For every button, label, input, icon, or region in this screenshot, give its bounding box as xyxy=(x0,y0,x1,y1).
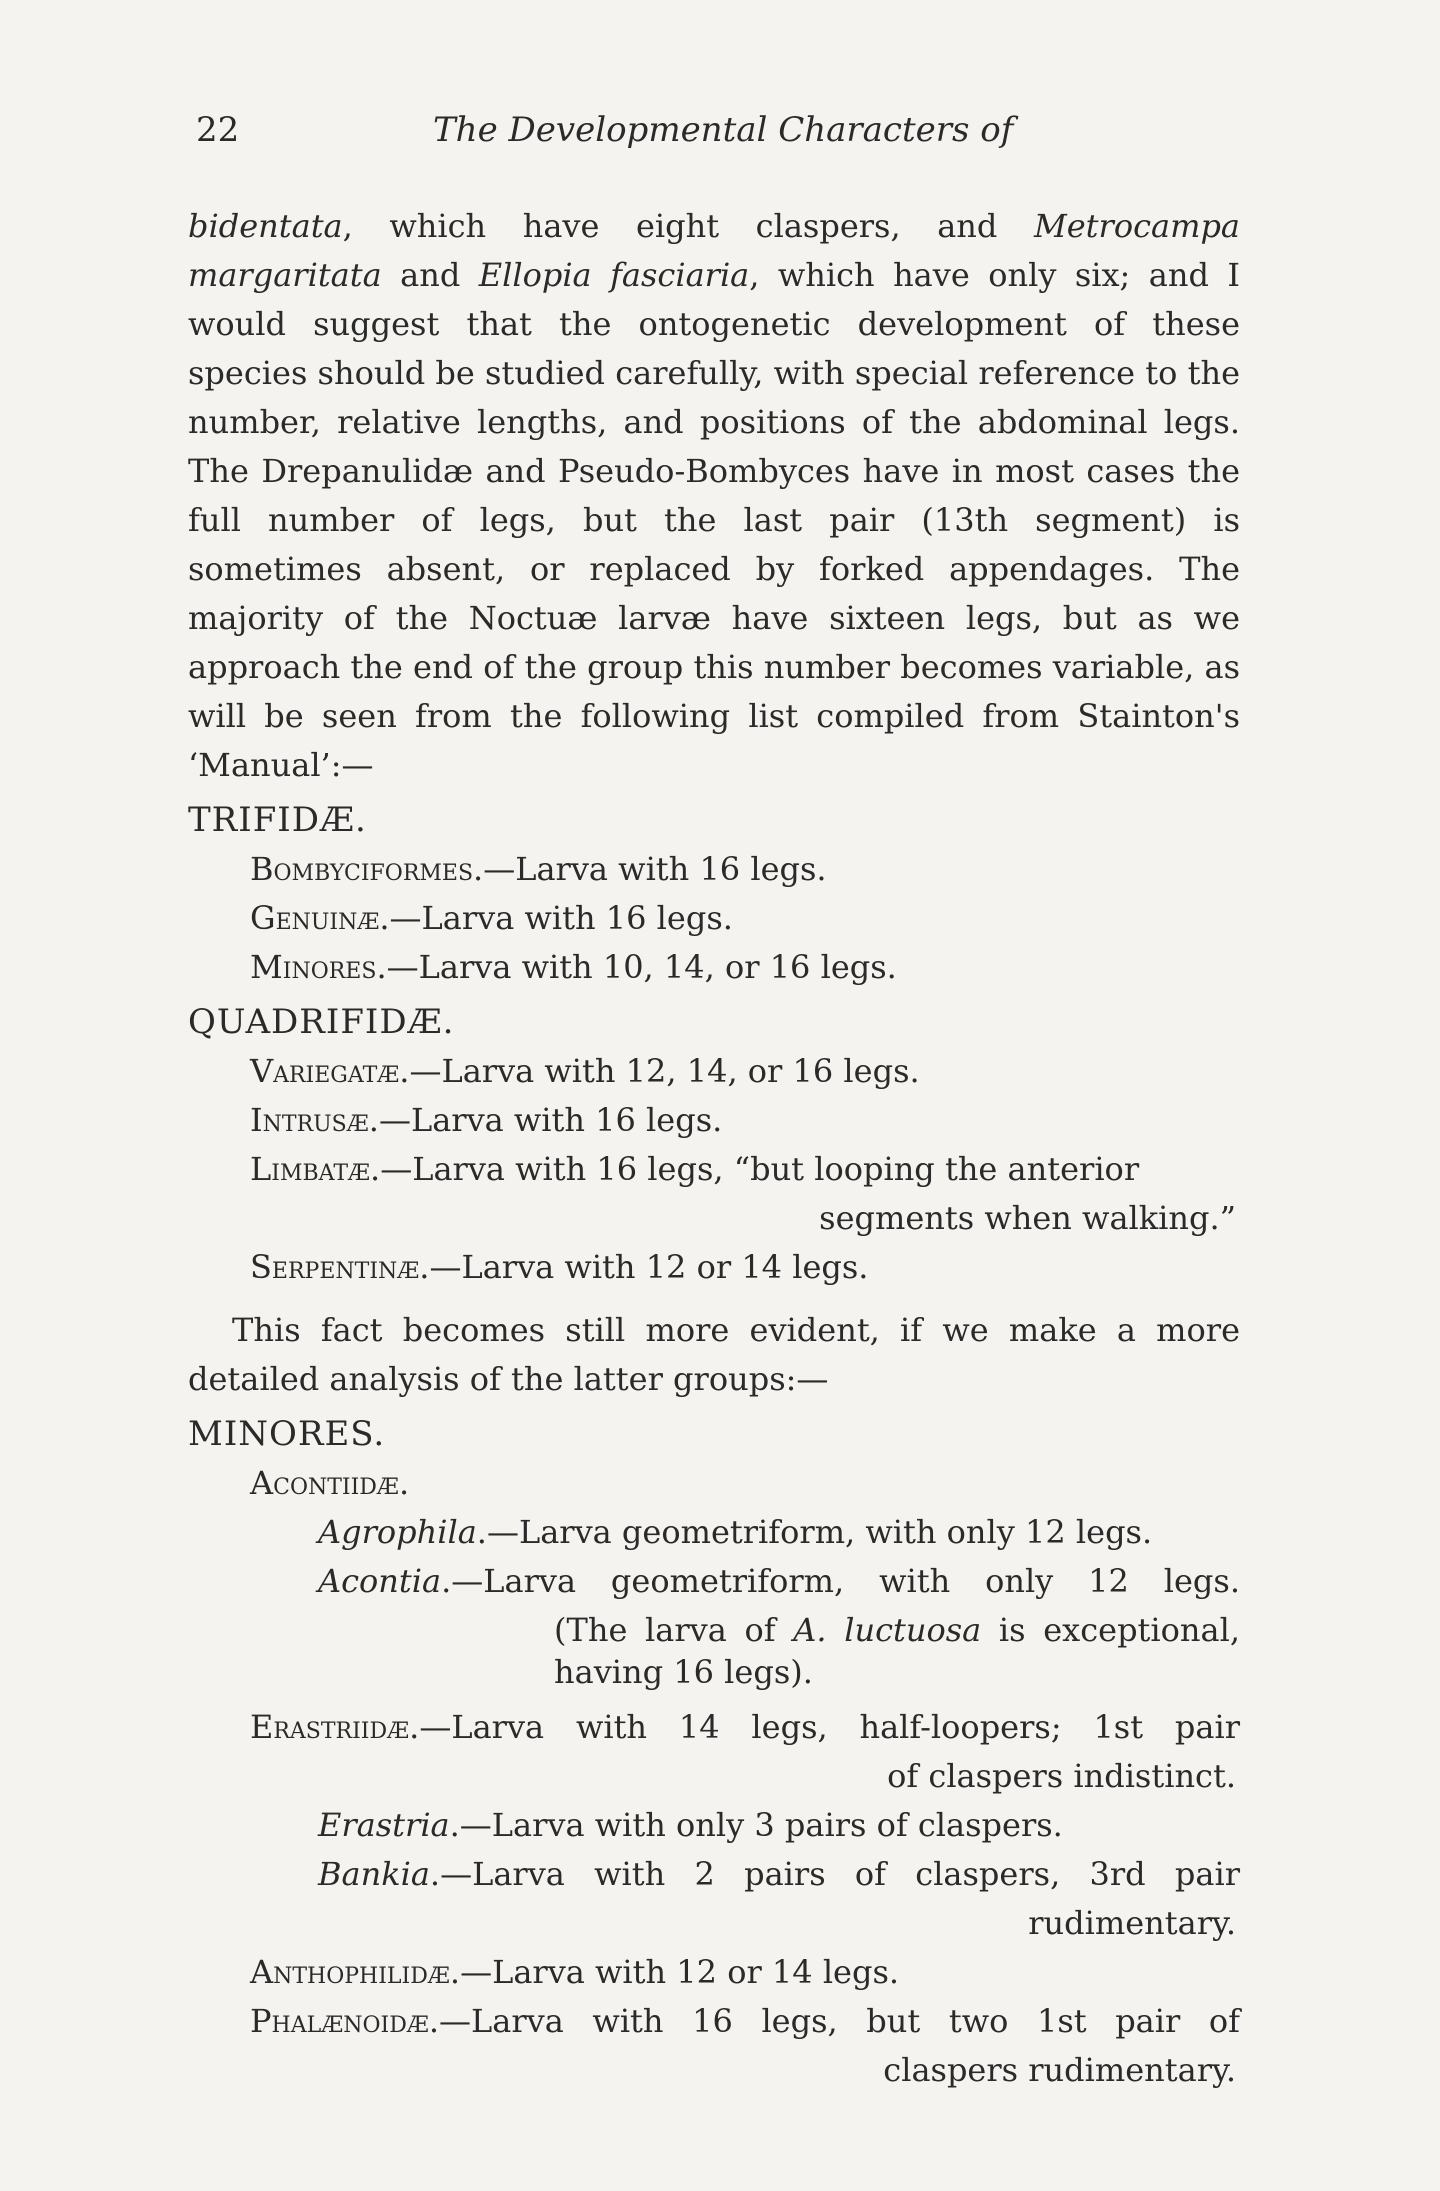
entry-intrusae xyxy=(188,1096,1240,1145)
entry-minores xyxy=(188,943,1240,992)
entry-text: .—Larva with 16 legs. xyxy=(473,850,827,888)
note-text: (The larva of xyxy=(554,1611,794,1649)
entry-acontia-note xyxy=(188,1606,1240,1655)
entry-phalaenoidae xyxy=(188,1997,1240,2046)
note-text: is exceptional, xyxy=(981,1611,1240,1649)
entry-text: .—Larva with 16 legs, but two 1st pair of xyxy=(428,2002,1240,2040)
group-name: Serpentinæ xyxy=(250,1248,420,1286)
group-name: Intrusæ xyxy=(250,1101,369,1139)
group-name: Minores xyxy=(250,948,377,986)
entry-acontia-note-continued: having 16 legs). xyxy=(554,1653,813,1691)
entry-text: .—Larva with 16 legs. xyxy=(379,899,733,937)
genus-name: Agrophila xyxy=(318,1513,477,1551)
entry-text: .—Larva with 2 pairs of claspers, 3rd pair xyxy=(429,1855,1240,1893)
entry-text: .—Larva with 16 legs. xyxy=(368,1101,723,1139)
group-name: Anthophilidæ xyxy=(250,1953,450,1991)
document-page xyxy=(188,100,1240,2095)
entry-variegatae xyxy=(188,1047,1240,1096)
entry-text: .—Larva with 12 or 14 legs. xyxy=(449,1953,900,1991)
entry-text: .—Larva with 14 legs, half-loopers; 1st pair xyxy=(409,1708,1240,1746)
entry-erastria xyxy=(188,1801,1240,1850)
entry-serpentinae xyxy=(188,1243,1240,1292)
intro-paragraph xyxy=(188,202,1240,790)
entry-text: .—Larva with 16 legs, “but looping the anterior xyxy=(370,1150,1140,1188)
text-run: , which have eight claspers, and xyxy=(342,207,1034,245)
entry-bankia-continued: rudimentary. xyxy=(1028,1904,1236,1942)
group-name: Genuinæ xyxy=(250,899,380,937)
group-name: Erastriidæ xyxy=(250,1708,410,1746)
entry-text: .—Larva with 12 or 14 legs. xyxy=(419,1248,869,1286)
entry-text: .—Larva with 12, 14, or 16 legs. xyxy=(399,1052,920,1090)
entry-acontia xyxy=(188,1557,1240,1606)
genus-name: Bankia xyxy=(318,1855,430,1893)
entry-anthophilidae xyxy=(188,1948,1240,1997)
entry-limbatae xyxy=(188,1145,1240,1194)
page-number: 22 xyxy=(196,110,240,150)
text-run: and xyxy=(381,256,479,294)
heading-minores: MINORES. xyxy=(188,1414,386,1454)
heading-trifidae: TRIFIDÆ. xyxy=(188,800,367,840)
group-name: Variegatæ xyxy=(250,1052,400,1090)
entry-erastriidae-continued: of claspers indistinct. xyxy=(887,1757,1236,1795)
group-name: Limbatæ xyxy=(250,1150,371,1188)
entry-text: .—Larva geometriform, with only 12 legs. xyxy=(441,1562,1240,1600)
species-name: Metrocampa margaritata xyxy=(188,207,1240,294)
entry-genuinae xyxy=(188,894,1240,943)
species-name: bidentata xyxy=(188,207,343,245)
analysis-paragraph: This fact becomes still more evident, if we make a more detailed analysis of the latter groups:— xyxy=(188,1311,1240,1398)
entry-agrophila xyxy=(188,1508,1240,1557)
entry-phalaenoidae-continued: claspers rudimentary. xyxy=(883,2051,1236,2089)
entry-text: .—Larva with only 3 pairs of claspers. xyxy=(449,1806,1063,1844)
running-head xyxy=(188,100,1240,160)
entry-bankia xyxy=(188,1850,1240,1899)
text-run: , which have only six; and I would suggest that the ontogenetic development of these species should be studied carefully, with special reference to the number, relative lengths, and positions of the abdominal legs. The Drepanulidæ and Pseudo-Bombyces have in most cases the full number of legs, but the last pair (13th segment) is sometimes absent, or replaced by forked appendages. The majority of the Noctuæ larvæ have sixteen legs, but as we approach the end of the group this number becomes variable, as will be seen from the following list compiled from Stainton's ‘Manual’:— xyxy=(188,256,1240,784)
group-name: Bombyciformes xyxy=(250,850,474,888)
entry-erastriidae xyxy=(188,1703,1240,1752)
heading-quadrifidae: QUADRIFIDÆ. xyxy=(188,1002,455,1042)
entry-acontiidae: Acontiidæ. xyxy=(250,1464,410,1502)
species-name: A. luctuosa xyxy=(793,1611,982,1649)
genus-name: Erastria xyxy=(318,1806,450,1844)
entry-limbatae-continued: segments when walking.” xyxy=(819,1199,1236,1237)
entry-bombyciformes xyxy=(188,845,1240,894)
species-name: Ellopia fasciaria xyxy=(478,256,750,294)
genus-name: Acontia xyxy=(318,1562,442,1600)
entry-text: .—Larva geometriform, with only 12 legs. xyxy=(476,1513,1153,1551)
running-title: The Developmental Characters of xyxy=(433,110,1014,150)
group-name: Phalænoidæ xyxy=(250,2002,429,2040)
entry-text: .—Larva with 10, 14, or 16 legs. xyxy=(376,948,897,986)
